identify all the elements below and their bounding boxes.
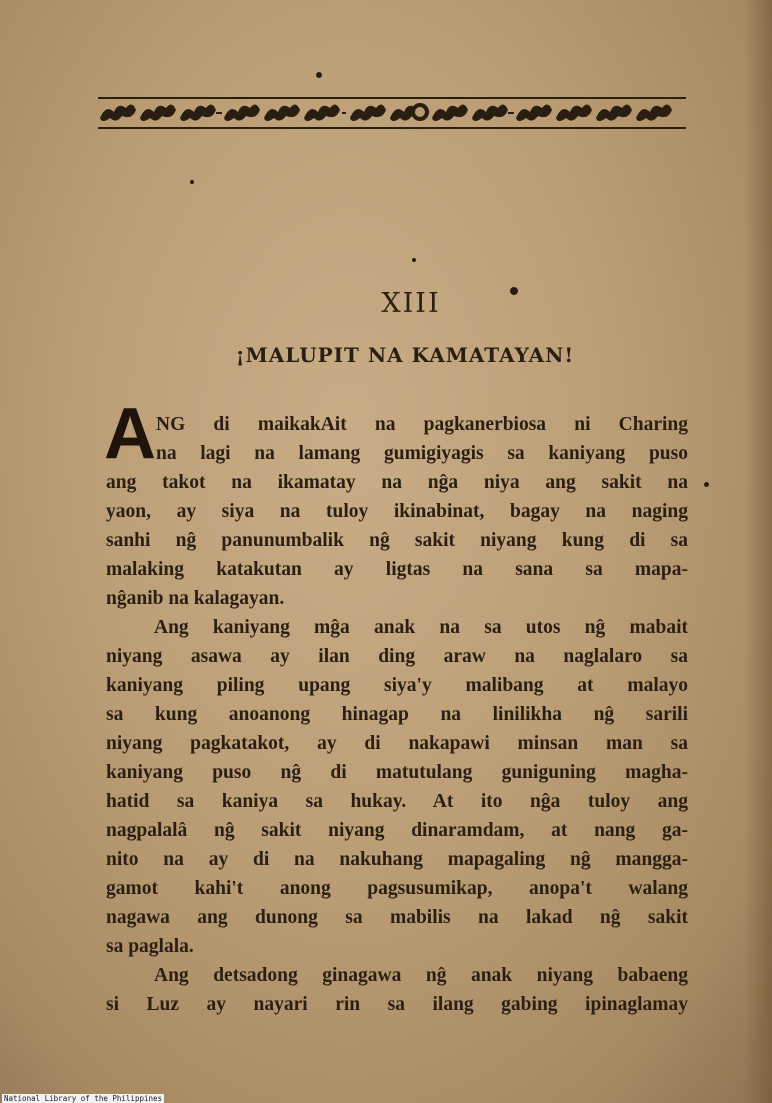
text-line: kaniyang piling upang siya'y malibang at malayo <box>106 675 688 696</box>
text-line: hatid sa kaniya sa hukay. At ito nĝa tuloy ang <box>106 791 688 812</box>
text-line: niyang pagkatakot, ay di nakapawi minsan man sa <box>106 733 688 754</box>
text-line: Ang detsadong ginagawa nĝ anak niyang babaeng <box>154 965 688 986</box>
chapter-title: ¡MALUPIT NA KAMATAYAN! <box>235 343 575 367</box>
text-line: sa paglala. <box>106 936 194 957</box>
text-line: niyang asawa ay ilan ding araw na naglalaro sa <box>106 646 688 667</box>
text-line: yaon, ay siya na tuloy ikinabinat, bagay na naging <box>106 501 688 522</box>
ink-speck <box>316 72 322 78</box>
text-line: na lagi na lamang gumigiyagis sa kaniyang puso <box>156 443 688 464</box>
ink-speck <box>412 258 416 262</box>
text-line: ang takot na ikamatay na nĝa niya ang sakit na <box>106 472 688 493</box>
text-line: NG di maikakAit na pagkanerbiosa ni Charing <box>156 414 688 435</box>
ink-speck <box>704 482 709 487</box>
text-line: nagpalalâ nĝ sakit niyang dinaramdam, at nang ga- <box>106 820 688 841</box>
text-line: kaniyang puso nĝ di matutulang guniguning magha- <box>106 762 688 783</box>
library-credit: National Library of the Philippines <box>4 1094 163 1103</box>
text-line: gamot kahi't anong pagsusumikap, anopa't walang <box>106 878 688 899</box>
drop-cap: A <box>104 394 156 474</box>
text-line: sanhi nĝ panunumbalik nĝ sakit niyang kung di sa <box>106 530 688 551</box>
text-line: malaking katakutan ay ligtas na sana sa mapa- <box>106 559 688 580</box>
text-line: sa kung anoanong hinagap na linilikha nĝ sarili <box>106 704 688 725</box>
chapter-number: XIII <box>381 288 441 319</box>
ink-speck <box>190 180 194 184</box>
decorative-header-border <box>98 96 686 130</box>
text-line: Ang kaniyang mĝa anak na sa utos nĝ mabait <box>154 617 688 638</box>
text-line: nĝanib na kalagayan. <box>106 588 285 609</box>
text-line: nito na ay di na nakuhang mapagaling nĝ mangga- <box>106 849 688 870</box>
text-line: si Luz ay nayari rin sa ilang gabing ipinaglamay <box>106 994 688 1015</box>
text-line: nagawa ang dunong sa mabilis na lakad nĝ sakit <box>106 907 688 928</box>
